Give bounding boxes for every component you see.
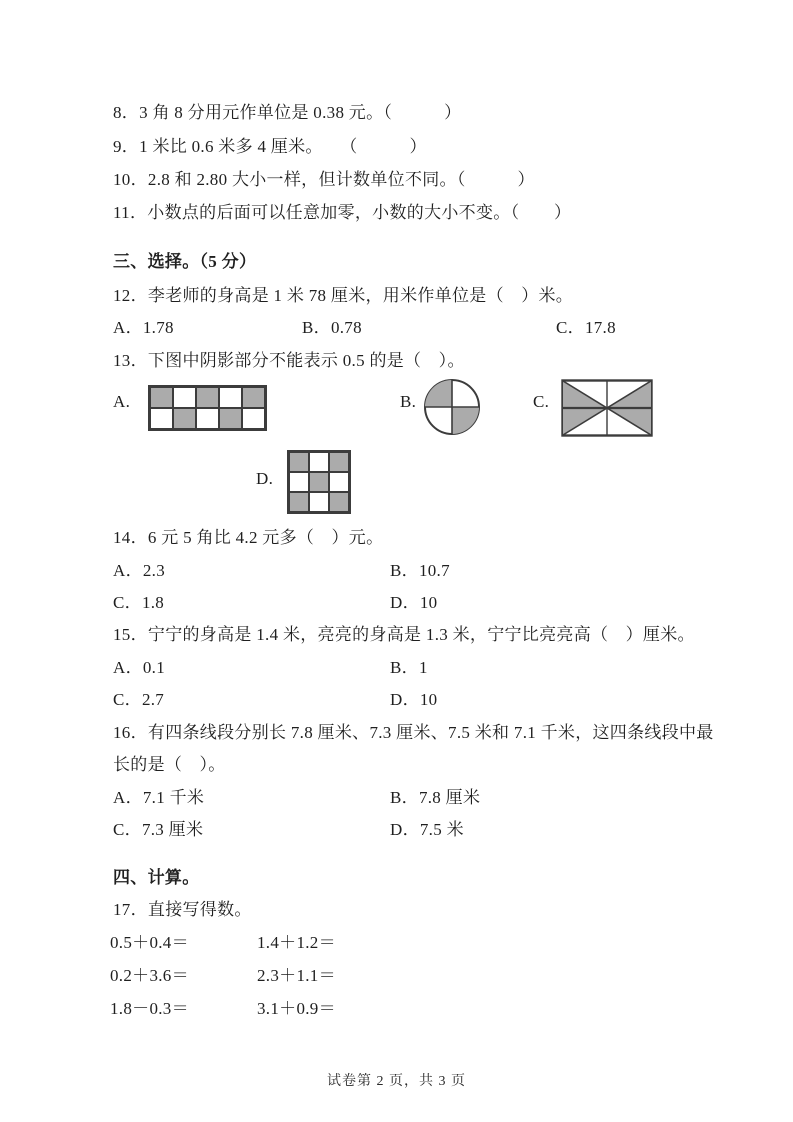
blank-cell — [196, 408, 219, 429]
q15-option-c: C．2.7 — [113, 690, 165, 709]
question-8: 8．3 角 8 分用元作单位是 0.38 元。（ ） — [113, 103, 462, 122]
calc-expression: 0.5＋0.4＝ — [110, 933, 189, 952]
calc-expression: 2.3＋1.1＝ — [257, 966, 336, 985]
q13-figure-a-label: A. — [113, 392, 131, 411]
q14-option-d: D．10 — [390, 593, 438, 612]
q13-figure-d-grid — [287, 450, 351, 514]
blank-cell — [219, 387, 242, 408]
question-16-line1: 16．有四条线段分别长 7.8 厘米、7.3 厘米、7.5 米和 7.1 千米，这四条线段中最 — [113, 723, 714, 742]
question-14: 14．6 元 5 角比 4.2 元多（ ）元。 — [113, 528, 384, 547]
q14-option-a: A．2.3 — [113, 561, 166, 580]
question-12: 12．李老师的身高是 1 米 78 厘米，用米作单位是（ ）米。 — [113, 286, 574, 305]
blank-cell — [289, 472, 309, 492]
blank-cell — [150, 408, 173, 429]
q14-option-c: C．1.8 — [113, 593, 165, 612]
page-footer: 试卷第 2 页，共 3 页 — [327, 1074, 466, 1089]
calc-expression: 3.1＋0.9＝ — [257, 999, 336, 1018]
q15-option-d: D．10 — [390, 690, 438, 709]
q14-option-b: B．10.7 — [390, 561, 450, 580]
question-15: 15．宁宁的身高是 1.4 米，亮亮的身高是 1.3 米，宁宁比亮亮高（ ）厘米。 — [113, 625, 695, 644]
q16-option-a: A．7.1 千米 — [113, 788, 205, 807]
shaded-cell — [219, 408, 242, 429]
q12-option-c: C．17.8 — [556, 318, 616, 337]
q12-option-b: B．0.78 — [302, 318, 362, 337]
blank-cell — [242, 408, 265, 429]
blank-cell — [329, 472, 349, 492]
question-10: 10．2.8 和 2.80 大小一样，但计数单位不同。（ ） — [113, 170, 535, 189]
shaded-cell — [150, 387, 173, 408]
question-13: 13．下图中阴影部分不能表示 0.5 的是（ ）。 — [113, 351, 465, 370]
section-4-header: 四、计算。 — [113, 868, 200, 887]
q16-option-b: B．7.8 厘米 — [390, 788, 481, 807]
q15-option-b: B．1 — [390, 658, 428, 677]
q13-figure-b-label: B. — [400, 392, 417, 411]
shaded-cell — [196, 387, 219, 408]
q13-figure-c-rect — [561, 379, 653, 437]
shaded-cell — [289, 492, 309, 512]
calc-expression: 1.8－0.3＝ — [110, 999, 189, 1018]
q12-option-a: A．1.78 — [113, 318, 174, 337]
blank-cell — [309, 492, 329, 512]
shaded-cell — [289, 452, 309, 472]
question-11: 11．小数点的后面可以任意加零，小数的大小不变。（ ） — [113, 203, 572, 222]
blank-cell — [173, 387, 196, 408]
q13-figure-b-circle — [423, 378, 481, 436]
section-3-header: 三、选择。（5 分） — [113, 252, 257, 271]
q13-figure-a-grid — [148, 385, 267, 431]
shaded-cell — [329, 452, 349, 472]
q13-figure-c-label: C. — [533, 392, 550, 411]
question-16-line2: 长的是（ ）。 — [113, 755, 226, 774]
shaded-cell — [309, 472, 329, 492]
shaded-cell — [329, 492, 349, 512]
calc-expression: 0.2＋3.6＝ — [110, 966, 189, 985]
q16-option-d: D．7.5 米 — [390, 820, 464, 839]
q13-figure-d-label: D. — [256, 469, 274, 488]
shaded-cell — [242, 387, 265, 408]
q16-option-c: C．7.3 厘米 — [113, 820, 204, 839]
q15-option-a: A．0.1 — [113, 658, 166, 677]
calc-expression: 1.4＋1.2＝ — [257, 933, 336, 952]
shaded-cell — [173, 408, 196, 429]
question-17: 17．直接写得数。 — [113, 900, 252, 919]
blank-cell — [309, 452, 329, 472]
question-9: 9．1 米比 0.6 米多 4 厘米。 （ ） — [113, 137, 427, 156]
